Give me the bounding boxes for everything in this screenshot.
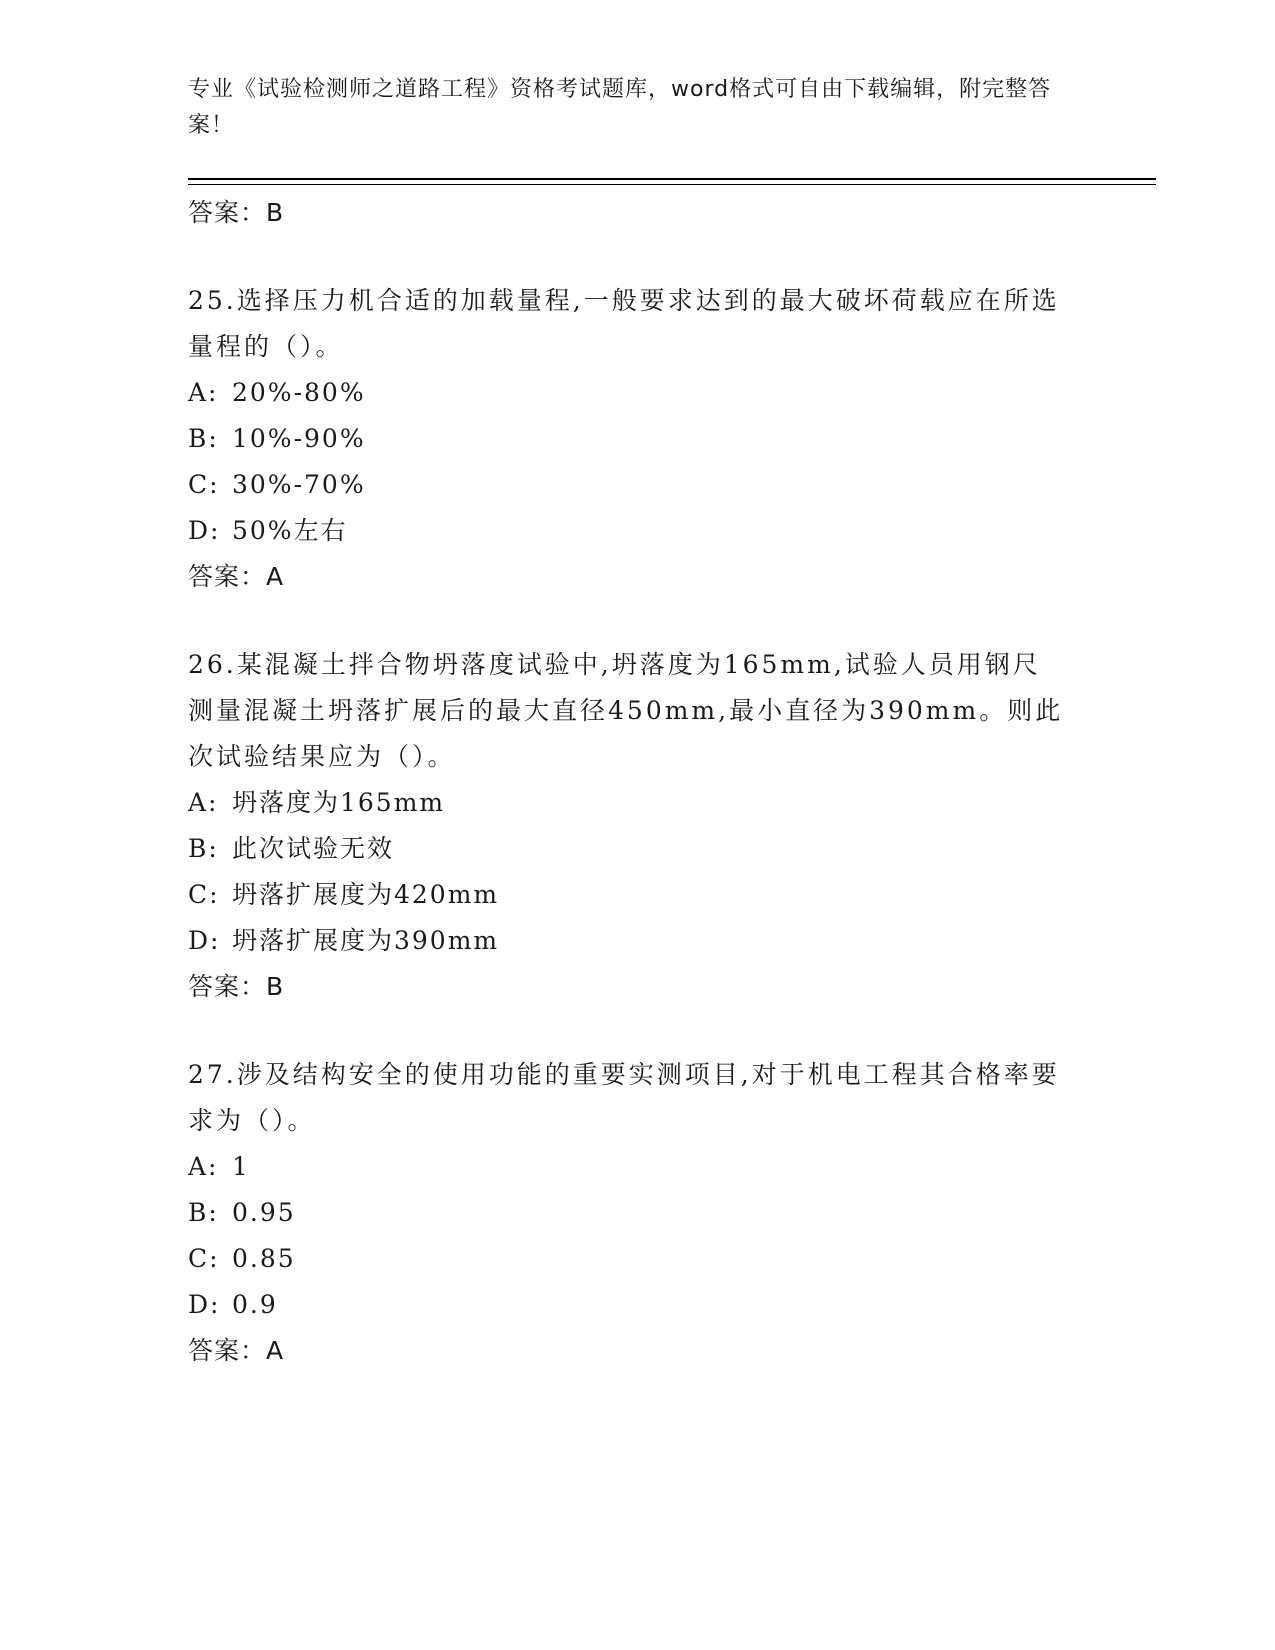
option-text: 坍落度为165mm	[232, 788, 446, 817]
option-text: 10%-90%	[232, 424, 366, 453]
option-text: 0.85	[232, 1244, 296, 1273]
option-letter: D:	[188, 516, 221, 545]
option-text: 30%-70%	[232, 470, 366, 499]
header-text: 专业《试验检测师之道路工程》资格考试题库，word格式可自由下载编辑，附完整答案！	[188, 77, 1052, 138]
question-26	[188, 642, 1068, 1010]
option-letter: D:	[188, 1290, 221, 1319]
option-c	[188, 1236, 1068, 1282]
question-stem: 26.某混凝土拌合物坍落度试验中,坍落度为165mm,试验人员用钢尺测量混凝土坍落扩展后的最大直径450mm,最小直径为390mm。则此次试验结果应为（）。	[188, 650, 1064, 771]
option-letter: C:	[188, 1244, 220, 1273]
option-a	[188, 780, 1068, 826]
option-text: 坍落扩展度为420mm	[232, 880, 500, 909]
option-d	[188, 508, 1068, 554]
option-a	[188, 1144, 1068, 1190]
option-text: 0.95	[232, 1198, 296, 1227]
option-text: 此次试验无效	[232, 834, 395, 863]
option-letter: A:	[188, 788, 219, 817]
option-letter: B:	[188, 1198, 219, 1227]
question-stem: 25.选择压力机合适的加载量程,一般要求达到的最大破坏荷载应在所选量程的（）。	[188, 286, 1060, 361]
option-letter: A:	[188, 378, 219, 407]
option-c	[188, 872, 1068, 918]
option-text: 1	[232, 1152, 250, 1181]
option-letter: B:	[188, 424, 219, 453]
option-text: 0.9	[232, 1290, 278, 1319]
question-25	[188, 278, 1068, 600]
option-d	[188, 1282, 1068, 1328]
header-divider-thin	[188, 184, 1156, 185]
option-b	[188, 826, 1068, 872]
option-letter: B:	[188, 834, 219, 863]
document-header	[188, 72, 1088, 144]
answer-line: 答案：A	[188, 562, 285, 591]
answer-line: 答案：B	[188, 972, 285, 1001]
option-text: 50%左右	[232, 516, 348, 545]
header-divider-thick	[188, 178, 1156, 180]
question-27	[188, 1052, 1068, 1374]
option-c	[188, 462, 1068, 508]
option-letter: D:	[188, 926, 221, 955]
answer-line: 答案：A	[188, 1336, 285, 1365]
question-stem: 27.涉及结构安全的使用功能的重要实测项目,对于机电工程其合格率要求为（）。	[188, 1060, 1060, 1135]
option-a	[188, 370, 1068, 416]
option-text: 坍落扩展度为390mm	[232, 926, 500, 955]
option-text: 20%-80%	[232, 378, 366, 407]
question-list	[188, 190, 1068, 1374]
option-letter: C:	[188, 880, 220, 909]
previous-answer: 答案：B	[188, 198, 285, 227]
option-d	[188, 918, 1068, 964]
option-b	[188, 416, 1068, 462]
option-letter: C:	[188, 470, 220, 499]
option-b	[188, 1190, 1068, 1236]
option-letter: A:	[188, 1152, 219, 1181]
